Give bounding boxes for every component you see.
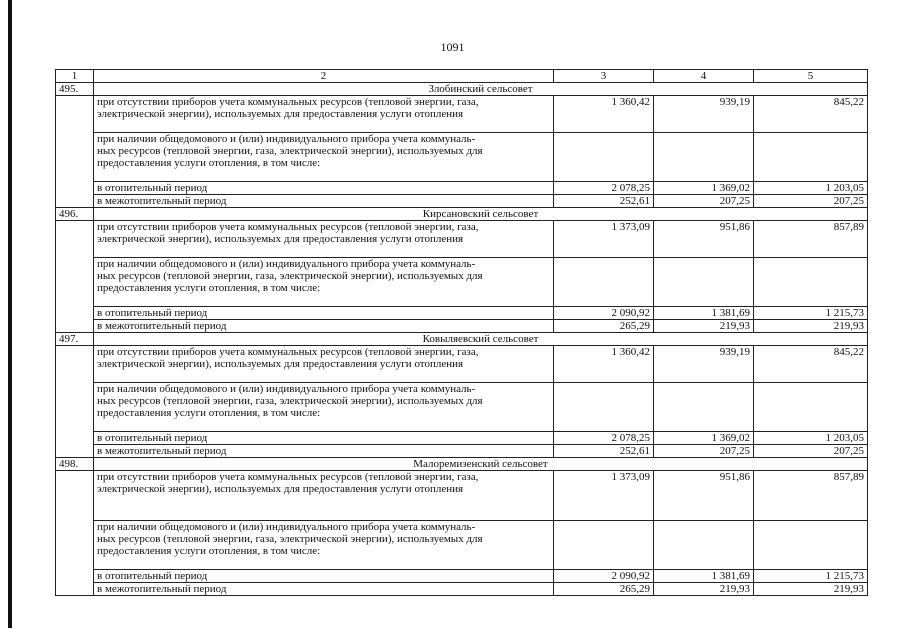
page-number: 1091	[440, 40, 465, 54]
text-line: при наличии общедомового и (или) индивидуального прибора учета коммуналь-	[97, 383, 476, 395]
value-cell: 1 203,05	[754, 182, 868, 195]
value-cell: 1 381,69	[654, 570, 754, 583]
table-row	[56, 221, 868, 258]
value-cell: 219,93	[754, 583, 868, 596]
row-label: в межотопительный период	[94, 583, 554, 596]
text-line: предоставления услуги отопления, в том числе:	[97, 282, 321, 294]
section-header-row	[56, 333, 868, 346]
table-row	[56, 182, 868, 195]
empty-cell	[554, 258, 654, 307]
row-description	[94, 521, 554, 570]
row-description	[94, 221, 554, 258]
column-header: 5	[754, 70, 868, 83]
value-cell: 857,89	[754, 221, 868, 258]
empty-cell	[754, 521, 868, 570]
empty-cell	[654, 383, 754, 432]
table-row	[56, 471, 868, 521]
row-label: в межотопительный период	[94, 320, 554, 333]
text-line: ных ресурсов (тепловой энергии, газа, электрической энергии), используемых для	[97, 395, 483, 407]
empty-cell	[56, 96, 94, 208]
empty-cell	[554, 133, 654, 182]
row-description	[94, 346, 554, 383]
column-header: 1	[56, 70, 94, 83]
table-row	[56, 96, 868, 133]
value-cell: 951,86	[654, 221, 754, 258]
value-cell: 1 381,69	[654, 307, 754, 320]
table-row	[56, 383, 868, 432]
text-line: электрической энергии), используемых для предоставления услуги отопления	[97, 358, 464, 370]
value-cell: 845,22	[754, 346, 868, 383]
section-number: 497.	[56, 333, 94, 346]
table-row	[56, 195, 868, 208]
scan-edge-bar	[8, 0, 12, 628]
text-line: электрической энергии), используемых для предоставления услуги отопления	[97, 233, 464, 245]
empty-cell	[754, 383, 868, 432]
value-cell: 2 078,25	[554, 182, 654, 195]
value-cell: 265,29	[554, 320, 654, 333]
value-cell: 939,19	[654, 96, 754, 133]
value-cell: 1 373,09	[554, 471, 654, 521]
empty-cell	[56, 346, 94, 458]
text-line: при наличии общедомового и (или) индивидуального прибора учета коммуналь-	[97, 521, 476, 533]
value-cell: 1 203,05	[754, 432, 868, 445]
value-cell: 207,25	[754, 195, 868, 208]
value-cell: 951,86	[654, 471, 754, 521]
table-row	[56, 320, 868, 333]
table-row	[56, 346, 868, 383]
text-line: предоставления услуги отопления, в том числе:	[97, 157, 321, 169]
text-line: ных ресурсов (тепловой энергии, газа, электрической энергии), используемых для	[97, 533, 483, 545]
table-row	[56, 583, 868, 596]
value-cell: 845,22	[754, 96, 868, 133]
empty-cell	[654, 258, 754, 307]
value-cell: 1 369,02	[654, 182, 754, 195]
value-cell: 857,89	[754, 471, 868, 521]
value-cell: 1 369,02	[654, 432, 754, 445]
row-label: в отопительный период	[94, 307, 554, 320]
value-cell: 939,19	[654, 346, 754, 383]
row-label: в межотопительный период	[94, 445, 554, 458]
value-cell: 207,25	[754, 445, 868, 458]
section-name: Малоремизенский сельсовет	[94, 458, 868, 471]
table-row	[56, 570, 868, 583]
value-cell: 265,29	[554, 583, 654, 596]
row-label: в межотопительный период	[94, 195, 554, 208]
text-line: ных ресурсов (тепловой энергии, газа, электрической энергии), используемых для	[97, 145, 483, 157]
row-description	[94, 133, 554, 182]
value-cell: 219,93	[654, 320, 754, 333]
empty-cell	[554, 383, 654, 432]
table-row	[56, 307, 868, 320]
empty-cell	[654, 133, 754, 182]
value-cell: 2 090,92	[554, 570, 654, 583]
text-line: при отсутствии приборов учета коммунальных ресурсов (тепловой энергии, газа,	[97, 471, 479, 483]
value-cell: 1 215,73	[754, 570, 868, 583]
value-cell: 1 360,42	[554, 96, 654, 133]
table-row	[56, 521, 868, 570]
section-header-row	[56, 458, 868, 471]
value-cell: 1 373,09	[554, 221, 654, 258]
column-header: 4	[654, 70, 754, 83]
empty-cell	[754, 133, 868, 182]
value-cell: 207,25	[654, 195, 754, 208]
table-row	[56, 445, 868, 458]
section-number: 495.	[56, 83, 94, 96]
section-name: Злобинский сельсовет	[94, 83, 868, 96]
section-header-row	[56, 208, 868, 221]
row-description	[94, 96, 554, 133]
value-cell: 252,61	[554, 195, 654, 208]
row-description	[94, 471, 554, 521]
column-header: 3	[554, 70, 654, 83]
section-name: Ковыляевский сельсовет	[94, 333, 868, 346]
column-number-row	[56, 70, 868, 83]
value-cell: 207,25	[654, 445, 754, 458]
table-row	[56, 133, 868, 182]
section-number: 498.	[56, 458, 94, 471]
empty-cell	[554, 521, 654, 570]
text-line: ных ресурсов (тепловой энергии, газа, электрической энергии), используемых для	[97, 270, 483, 282]
value-cell: 1 215,73	[754, 307, 868, 320]
text-line: при отсутствии приборов учета коммунальных ресурсов (тепловой энергии, газа,	[97, 221, 479, 233]
row-label: в отопительный период	[94, 570, 554, 583]
text-line: при отсутствии приборов учета коммунальных ресурсов (тепловой энергии, газа,	[97, 346, 479, 358]
value-cell: 252,61	[554, 445, 654, 458]
empty-cell	[654, 521, 754, 570]
text-line: при отсутствии приборов учета коммунальных ресурсов (тепловой энергии, газа,	[97, 96, 479, 108]
section-name: Кирсановский сельсовет	[94, 208, 868, 221]
value-cell: 1 360,42	[554, 346, 654, 383]
empty-cell	[56, 221, 94, 333]
text-line: электрической энергии), используемых для предоставления услуги отопления	[97, 108, 464, 120]
value-cell: 2 078,25	[554, 432, 654, 445]
text-line: предоставления услуги отопления, в том числе:	[97, 407, 321, 419]
row-description	[94, 383, 554, 432]
row-label: в отопительный период	[94, 182, 554, 195]
text-line: электрической энергии), используемых для предоставления услуги отопления	[97, 483, 464, 495]
empty-cell	[754, 258, 868, 307]
section-header-row	[56, 83, 868, 96]
row-description	[94, 258, 554, 307]
column-header: 2	[94, 70, 554, 83]
table-row	[56, 432, 868, 445]
empty-cell	[56, 471, 94, 596]
table-row	[56, 258, 868, 307]
value-cell: 219,93	[654, 583, 754, 596]
text-line: при наличии общедомового и (или) индивидуального прибора учета коммуналь-	[97, 133, 476, 145]
text-line: предоставления услуги отопления, в том числе:	[97, 545, 321, 557]
text-line: при наличии общедомового и (или) индивидуального прибора учета коммуналь-	[97, 258, 476, 270]
value-cell: 2 090,92	[554, 307, 654, 320]
value-cell: 219,93	[754, 320, 868, 333]
section-number: 496.	[56, 208, 94, 221]
row-label: в отопительный период	[94, 432, 554, 445]
tariff-table	[55, 69, 868, 596]
